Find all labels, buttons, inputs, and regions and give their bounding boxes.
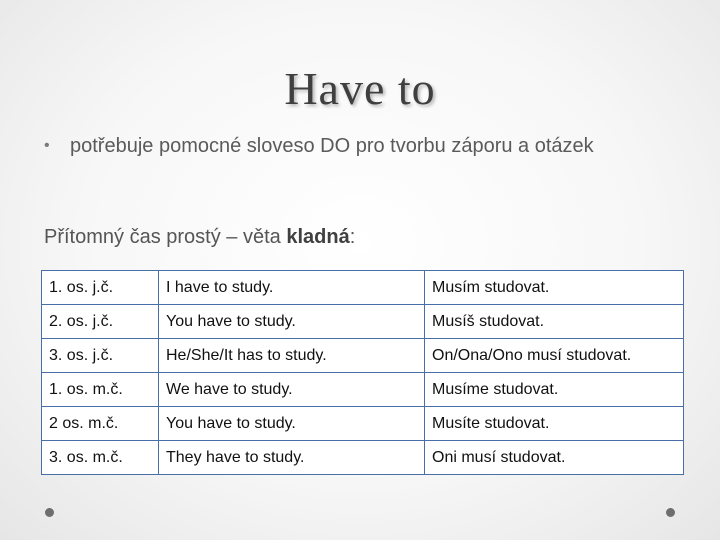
corner-dot-icon bbox=[45, 508, 54, 517]
subheading-prefix: Přítomný čas prostý – věta bbox=[44, 226, 287, 248]
table-row bbox=[42, 305, 684, 339]
subheading-suffix: : bbox=[349, 226, 356, 248]
person-cell: 1. os. m.č. bbox=[42, 373, 159, 407]
person-cell: 3. os. j.č. bbox=[42, 339, 159, 373]
english-cell: He/She/It has to study. bbox=[159, 339, 425, 373]
english-cell: I have to study. bbox=[159, 271, 425, 305]
bullet-text: potřebuje pomocné sloveso DO pro tvorbu záporu a otázek bbox=[70, 135, 594, 157]
person-cell: 3. os. m.č. bbox=[42, 441, 159, 475]
bullet-item bbox=[44, 132, 644, 160]
czech-cell: On/Ona/Ono musí studovat. bbox=[425, 339, 684, 373]
table-row bbox=[42, 441, 684, 475]
table-row bbox=[42, 339, 684, 373]
slide-title: Have to bbox=[284, 63, 436, 114]
bullet-dot-icon: • bbox=[44, 137, 50, 154]
english-cell: You have to study. bbox=[159, 407, 425, 441]
english-cell: We have to study. bbox=[159, 373, 425, 407]
person-cell: 2. os. j.č. bbox=[42, 305, 159, 339]
czech-cell: Musíte studovat. bbox=[425, 407, 684, 441]
subheading-emphasis: kladná bbox=[286, 226, 350, 248]
czech-cell: Musíme studovat. bbox=[425, 373, 684, 407]
czech-cell: Musíš studovat. bbox=[425, 305, 684, 339]
conjugation-table bbox=[41, 270, 684, 475]
english-cell: They have to study. bbox=[159, 441, 425, 475]
person-cell: 1. os. j.č. bbox=[42, 271, 159, 305]
corner-dot-icon bbox=[666, 508, 675, 517]
table-row bbox=[42, 373, 684, 407]
czech-cell: Oni musí studovat. bbox=[425, 441, 684, 475]
person-cell: 2 os. m.č. bbox=[42, 407, 159, 441]
table-row bbox=[42, 407, 684, 441]
czech-cell: Musím studovat. bbox=[425, 271, 684, 305]
subheading bbox=[44, 226, 355, 249]
english-cell: You have to study. bbox=[159, 305, 425, 339]
table-row bbox=[42, 271, 684, 305]
